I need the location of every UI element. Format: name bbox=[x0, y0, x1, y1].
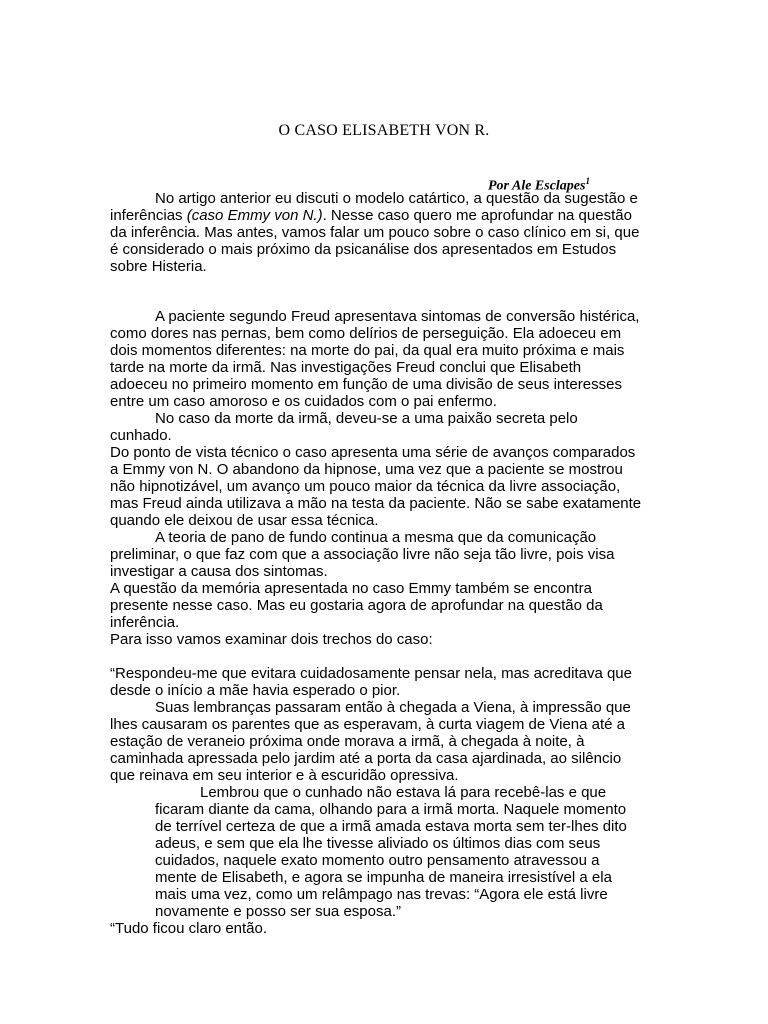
text-line: que reinava em seu interior e à escuridão opressiva. bbox=[110, 767, 459, 784]
text-line: adoeceu no primeiro momento em função de uma divisão de seus interesses bbox=[110, 376, 622, 393]
text-line: como dores nas pernas, bem como delírios de perseguição. Ela adoeceu em bbox=[110, 325, 622, 342]
text-line: a Emmy von N. O abandono da hipnose, uma vez que a paciente se mostrou bbox=[110, 461, 623, 478]
text-line bbox=[110, 207, 632, 224]
text-line: cuidados, naquele exato momento outro pensamento atravessou a bbox=[155, 852, 600, 869]
text-line: é considerado o mais próximo da psicanálise dos apresentados em Estudos bbox=[110, 241, 617, 258]
text-segment: . Nesse caso quero me aprofundar na questão bbox=[322, 207, 632, 224]
text-line: mente de Elisabeth, e agora se impunha de maneira irresistível a ela bbox=[155, 869, 612, 886]
text-line: novamente e posso ser sua esposa.” bbox=[155, 903, 401, 920]
text-line: “Respondeu-me que evitara cuidadosamente pensar nela, mas acreditava que bbox=[110, 665, 632, 682]
text-line: lhes causaram os parentes que as esperavam, à curta viagem de Viena até a bbox=[110, 716, 626, 733]
text-line: preliminar, o que faz com que a associação livre não seja tão livre, pois visa bbox=[110, 546, 615, 563]
text-line: mas Freud ainda utilizava a mão na testa da paciente. Não se sabe exatamente bbox=[110, 495, 642, 512]
text-line: inferência. bbox=[110, 614, 180, 631]
text-line: Suas lembranças passaram então à chegada a Viena, à impressão que bbox=[155, 699, 631, 716]
text-line: estação de veraneio próxima onde morava a irmã, à chegada à noite, à bbox=[110, 733, 585, 750]
text-line: No artigo anterior eu discuti o modelo catártico, a questão da sugestão e bbox=[155, 190, 638, 207]
text-line: sobre Histeria. bbox=[110, 258, 207, 275]
italic-reference: (caso Emmy von N.) bbox=[186, 207, 323, 224]
text-line: da inferência. Mas antes, vamos falar um pouco sobre o caso clínico em si, que bbox=[110, 224, 640, 241]
text-line: de terrível certeza de que a irmã amada estava morta sem ter-lhes dito bbox=[155, 818, 627, 835]
text-line: “Tudo ficou claro então. bbox=[110, 920, 268, 937]
text-line: Para isso vamos examinar dois trechos do caso: bbox=[110, 631, 433, 648]
text-line: mais uma vez, como um relâmpago nas trevas: “Agora ele está livre bbox=[155, 886, 608, 903]
document-title: O CASO ELISABETH VON R. bbox=[278, 122, 490, 139]
text-line: presente nesse caso. Mas eu gostaria agora de aprofundar na questão da bbox=[110, 597, 603, 614]
text-line: No caso da morte da irmã, deveu-se a uma paixão secreta pelo bbox=[155, 410, 578, 427]
text-line: ficaram diante da cama, olhando para a irmã morta. Naquele momento bbox=[155, 801, 627, 818]
text-line: caminhada apressada pelo jardim até a porta da casa ajardinada, ao silêncio bbox=[110, 750, 622, 767]
text-line: não hipnotizável, um avanço um pouco maior da técnica da livre associação, bbox=[110, 478, 621, 495]
text-line: cunhado. bbox=[110, 427, 172, 444]
footnote-mark: 1 bbox=[585, 176, 590, 186]
text-line: tarde na morte da irmã. Nas investigações Freud conclui que Elisabeth bbox=[110, 359, 582, 376]
text-line: desde o início a mãe havia esperado o pior. bbox=[110, 682, 401, 699]
text-line: A teoria de pano de fundo continua a mesma que da comunicação bbox=[155, 529, 597, 546]
text-line: Lembrou que o cunhado não estava lá para recebê-las e que bbox=[200, 784, 607, 801]
text-line: A paciente segundo Freud apresentava sintomas de conversão histérica, bbox=[155, 308, 640, 325]
text-line: investigar a causa dos sintomas. bbox=[110, 563, 328, 580]
text-segment: inferências bbox=[110, 207, 187, 224]
text-line: adeus, e sem que ela lhe tivesse aliviado os últimos dias com seus bbox=[155, 835, 601, 852]
author-name: Por Ale Esclapes bbox=[488, 178, 586, 194]
text-line: quando ele deixou de usar essa técnica. bbox=[110, 512, 379, 529]
text-line: entre um caso amoroso e os cuidados com o pai enfermo. bbox=[110, 393, 497, 410]
text-line: A questão da memória apresentada no caso Emmy também se encontra bbox=[110, 580, 592, 597]
text-line: dois momentos diferentes: na morte do pai, da qual era muito próxima e mais bbox=[110, 342, 625, 359]
text-line: Do ponto de vista técnico o caso apresenta uma série de avanços comparados bbox=[110, 444, 636, 461]
